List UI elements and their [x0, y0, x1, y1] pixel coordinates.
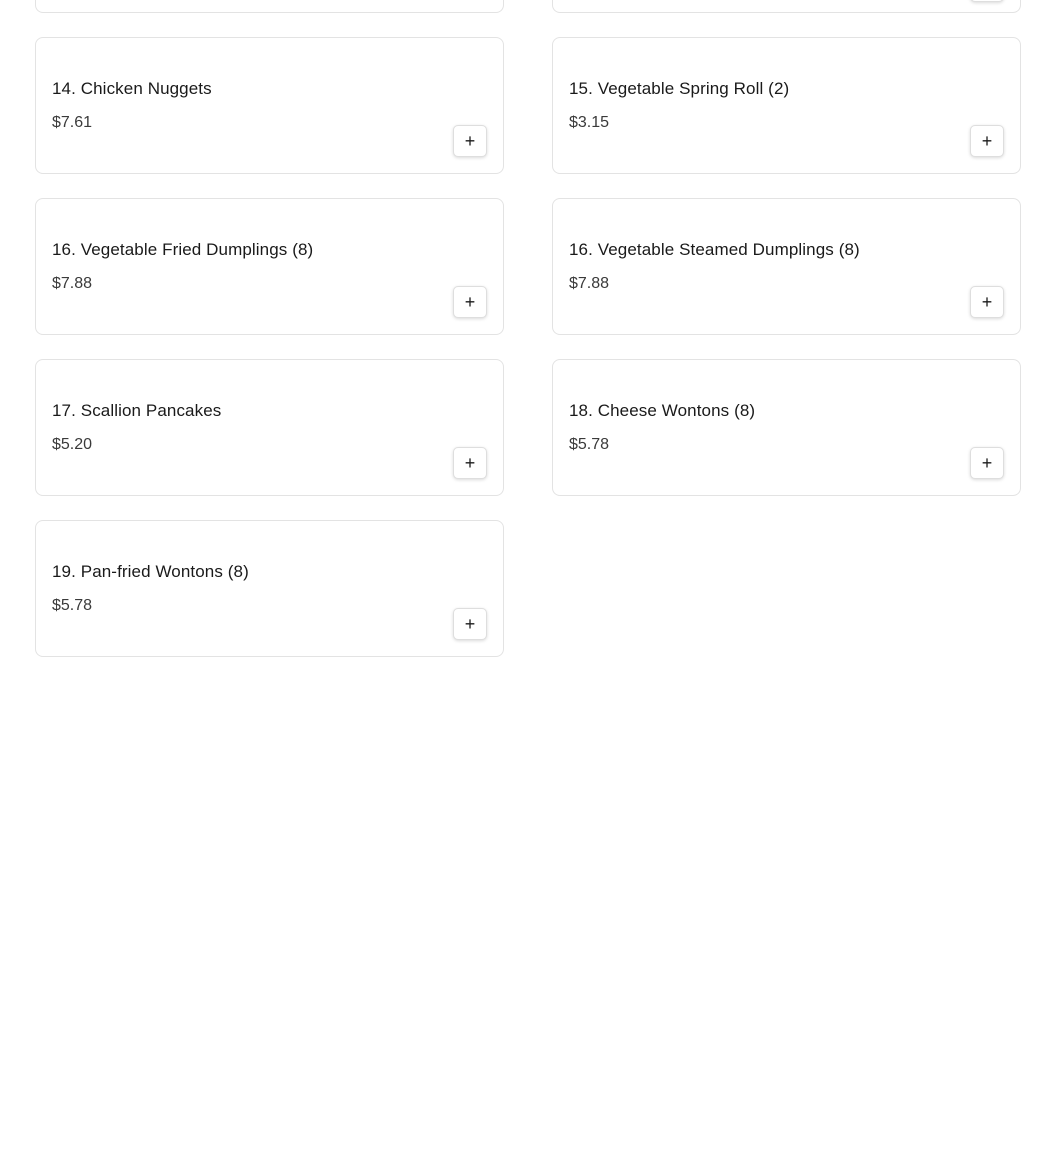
item-price: $5.20	[52, 436, 93, 453]
plus-icon: +	[464, 453, 476, 473]
item-name: 15. Vegetable Spring Roll (2)	[569, 79, 790, 98]
menu-item-card-partial[interactable]	[35, 0, 504, 13]
menu-item-card[interactable]	[35, 520, 504, 657]
menu-item-card[interactable]	[35, 359, 504, 496]
add-item-button[interactable]	[453, 125, 487, 157]
plus-icon: +	[981, 453, 993, 473]
add-item-button[interactable]	[453, 608, 487, 640]
item-name: 16. Vegetable Fried Dumplings (8)	[52, 240, 314, 259]
add-item-button[interactable]	[453, 286, 487, 318]
plus-icon: +	[981, 131, 993, 151]
add-item-button[interactable]	[970, 447, 1004, 479]
item-price: $3.15	[569, 114, 610, 131]
item-name: 14. Chicken Nuggets	[52, 79, 212, 98]
item-name: 19. Pan-fried Wontons (8)	[52, 562, 249, 581]
menu-item-card[interactable]	[35, 37, 504, 174]
menu-item-grid	[35, 0, 1021, 657]
plus-icon: +	[464, 131, 476, 151]
item-name: 17. Scallion Pancakes	[52, 401, 222, 420]
item-price: $5.78	[569, 436, 610, 453]
menu-item-card-partial[interactable]	[552, 0, 1021, 13]
item-price: $7.88	[52, 275, 93, 292]
plus-icon: +	[464, 292, 476, 312]
menu-item-card[interactable]	[552, 198, 1021, 335]
add-item-button[interactable]	[453, 447, 487, 479]
item-name: 18. Cheese Wontons (8)	[569, 401, 756, 420]
item-price: $7.88	[569, 275, 610, 292]
plus-icon: +	[981, 292, 993, 312]
item-price: $7.61	[52, 114, 93, 131]
add-item-button[interactable]	[970, 125, 1004, 157]
menu-item-card[interactable]	[35, 198, 504, 335]
add-item-button[interactable]	[970, 286, 1004, 318]
menu-item-card[interactable]	[552, 37, 1021, 174]
add-item-button[interactable]	[970, 0, 1004, 2]
item-price: $5.78	[52, 597, 93, 614]
item-name: 16. Vegetable Steamed Dumplings (8)	[569, 240, 860, 259]
menu-item-card[interactable]	[552, 359, 1021, 496]
plus-icon: +	[464, 614, 476, 634]
